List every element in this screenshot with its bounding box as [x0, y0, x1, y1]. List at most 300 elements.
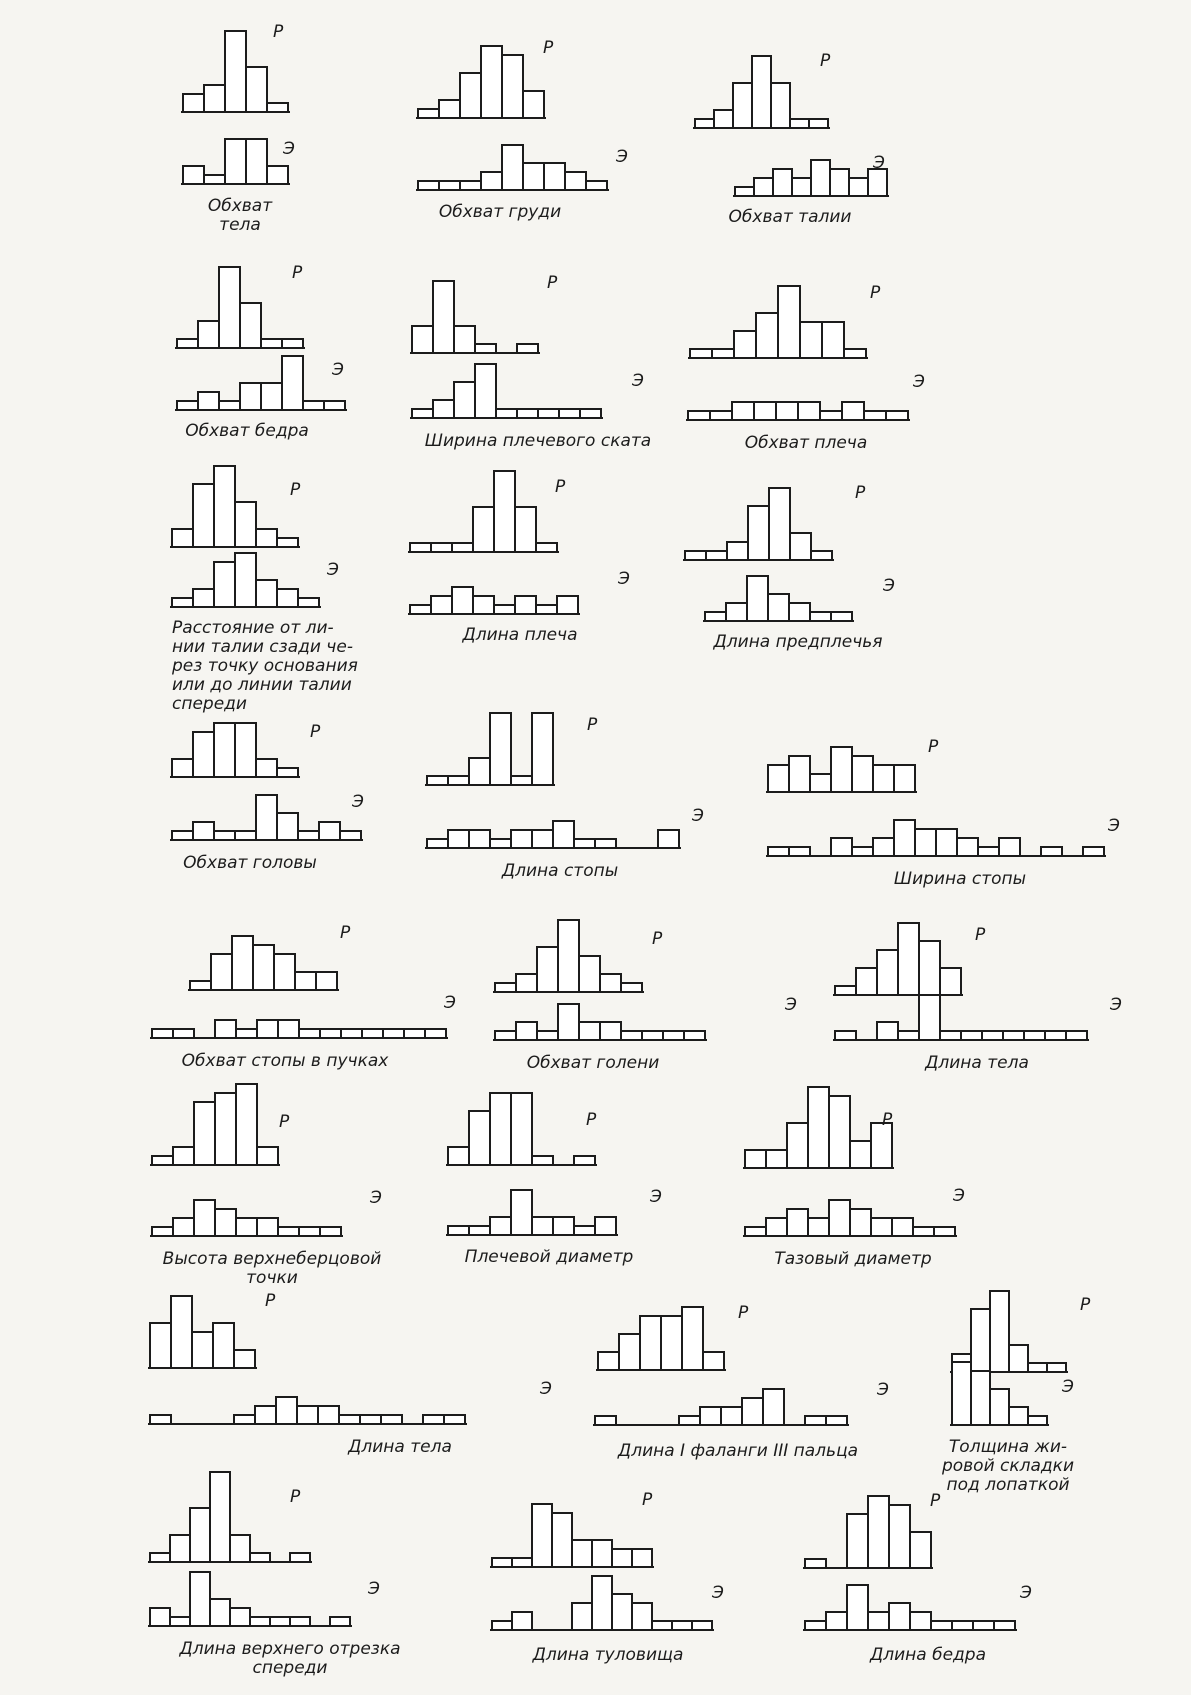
series-p-bar [532, 713, 553, 785]
series-e-label: Э [650, 1187, 662, 1207]
series-p-bar [790, 119, 809, 128]
series-p-bar [873, 765, 894, 792]
series-p-bar [215, 1093, 236, 1165]
series-p-bar [282, 339, 303, 348]
series-e-bar [919, 995, 940, 1040]
series-e-bar [763, 1389, 784, 1425]
series-e-bar [173, 1218, 194, 1236]
series-e-bar [303, 401, 324, 410]
histogram-panel [743, 1087, 965, 1269]
series-p-bar [230, 1535, 250, 1562]
series-e-label: Э [327, 560, 339, 580]
series-e-bar [194, 1200, 215, 1236]
series-p-bar [579, 956, 600, 992]
series-p-bar [748, 506, 769, 560]
series-e-bar [204, 175, 225, 184]
series-e-bar [512, 1612, 532, 1630]
series-e-bar [811, 160, 830, 196]
series-p-bar [600, 974, 621, 992]
series-e-bar [290, 1617, 310, 1626]
histogram-caption: точки [246, 1268, 298, 1288]
series-p-bar [502, 55, 523, 118]
series-p-bar [235, 502, 256, 547]
series-e-bar [913, 1227, 934, 1236]
series-e-bar [219, 401, 240, 410]
series-e-bar [776, 402, 798, 420]
series-e-bar [152, 1029, 173, 1038]
histogram-caption: или до линии талии [172, 675, 352, 695]
histogram-panel [148, 1472, 401, 1678]
series-p-bar [490, 713, 511, 785]
series-p-bar [495, 983, 516, 992]
series-e-bar [612, 1594, 632, 1630]
series-p-bar [778, 286, 800, 358]
series-p-bar [847, 1514, 868, 1568]
series-p-bar [940, 968, 961, 995]
series-p-bar [193, 732, 214, 777]
series-p-label: P [292, 263, 303, 283]
series-e-bar [766, 1218, 787, 1236]
series-e-bar [383, 1029, 404, 1038]
series-e-bar [448, 830, 469, 848]
series-p-bar [682, 1307, 703, 1370]
series-p-bar [439, 100, 460, 118]
series-e-bar [745, 1227, 766, 1236]
series-e-bar [1024, 1031, 1045, 1040]
series-e-bar [826, 1416, 847, 1425]
series-e-bar [502, 145, 523, 190]
histogram-panel [446, 1093, 662, 1267]
series-e-bar [595, 1416, 616, 1425]
series-p-bar [193, 484, 214, 547]
histogram-caption: Ширина плечевого ската [424, 431, 652, 451]
series-e-bar [532, 1217, 553, 1235]
series-e-bar [826, 1612, 847, 1630]
series-e-bar [425, 1029, 446, 1038]
series-e-label: Э [332, 360, 344, 380]
series-p-bar [410, 543, 431, 552]
series-p-bar [448, 776, 469, 785]
series-e-bar [1066, 1031, 1087, 1040]
series-e-bar [515, 596, 536, 614]
series-p-bar [1028, 1363, 1047, 1372]
series-e-bar [910, 1612, 931, 1630]
series-p-bar [809, 119, 828, 128]
series-e-label: Э [618, 569, 630, 589]
series-e-bar [320, 1227, 341, 1236]
series-p-bar [523, 91, 544, 118]
series-p-bar [274, 954, 295, 990]
series-e-bar [831, 612, 852, 621]
series-p-bar [769, 488, 790, 560]
series-p-bar [256, 529, 277, 547]
series-e-bar [319, 822, 340, 840]
series-p-bar [194, 1102, 215, 1165]
series-p-bar [454, 326, 475, 353]
series-e-bar [999, 838, 1020, 856]
series-p-bar [267, 103, 288, 112]
series-e-bar [278, 1227, 299, 1236]
series-e-bar [282, 356, 303, 410]
series-e-bar [721, 1407, 742, 1425]
series-e-bar [600, 1022, 621, 1040]
series-p-bar [234, 1350, 255, 1368]
series-e-bar [418, 181, 439, 190]
series-p-label: P [265, 1291, 276, 1311]
series-e-label: Э [712, 1583, 724, 1603]
series-e-bar [150, 1415, 171, 1424]
series-p-bar [685, 551, 706, 560]
series-e-bar [961, 1031, 982, 1040]
series-p-bar [219, 267, 240, 348]
series-e-bar [475, 364, 496, 418]
series-e-bar [798, 402, 820, 420]
series-e-bar [492, 1621, 512, 1630]
histogram-caption: Длина предплечья [713, 632, 883, 652]
series-e-bar [490, 1217, 511, 1235]
series-e-label: Э [873, 153, 885, 173]
series-e-bar [537, 1031, 558, 1040]
series-p-bar [572, 1540, 592, 1567]
series-e-label: Э [1110, 995, 1122, 1015]
series-e-bar [754, 402, 776, 420]
series-p-label: P [340, 923, 351, 943]
series-e-bar [277, 589, 298, 607]
series-e-bar [710, 411, 732, 420]
series-p-bar [277, 538, 298, 547]
series-p-bar [831, 747, 852, 792]
series-e-bar [433, 400, 454, 418]
series-p-bar [532, 1156, 553, 1165]
series-e-bar [427, 839, 448, 848]
series-p-bar [898, 923, 919, 995]
histogram-panel [833, 923, 1122, 1073]
series-e-bar [831, 838, 852, 856]
series-e-bar [494, 605, 515, 614]
series-e-bar [495, 1031, 516, 1040]
series-e-bar [172, 598, 193, 607]
series-p-label: P [555, 477, 566, 497]
series-e-bar [952, 1362, 971, 1425]
series-e-bar [835, 1031, 856, 1040]
series-p-bar [481, 46, 502, 118]
series-e-bar [849, 178, 868, 196]
series-p-bar [492, 1558, 512, 1567]
series-p-bar [211, 954, 232, 990]
series-e-bar [1083, 847, 1104, 856]
series-p-bar [225, 31, 246, 112]
series-e-bar [787, 1209, 808, 1236]
series-p-bar [511, 776, 532, 785]
histogram-panel [175, 263, 347, 441]
series-p-bar [971, 1309, 990, 1372]
histogram-caption: Ширина стопы [893, 869, 1027, 889]
series-e-bar [277, 813, 298, 840]
series-e-bar [847, 1585, 868, 1630]
series-p-bar [598, 1352, 619, 1370]
series-e-bar [150, 1608, 170, 1626]
series-p-bar [910, 1532, 931, 1568]
series-e-bar [892, 1218, 913, 1236]
series-e-bar [978, 847, 999, 856]
series-e-label: Э [370, 1188, 382, 1208]
series-e-bar [298, 598, 319, 607]
histogram-caption: Обхват [207, 196, 273, 216]
series-e-bar [688, 411, 710, 420]
histogram-panel [150, 923, 456, 1071]
series-e-label: Э [283, 139, 295, 159]
series-e-label: Э [1108, 816, 1120, 836]
series-e-bar [971, 1371, 990, 1425]
series-e-bar [257, 1218, 278, 1236]
histogram-panel [683, 483, 895, 652]
series-e-bar [1028, 1416, 1047, 1425]
series-p-bar [661, 1316, 682, 1370]
series-e-bar [330, 1617, 350, 1626]
series-e-bar [592, 1576, 612, 1630]
series-p-bar [475, 344, 496, 353]
histogram-caption: Обхват груди [438, 202, 562, 222]
series-e-bar [173, 1029, 194, 1038]
series-e-bar [805, 1621, 826, 1630]
series-e-bar [410, 605, 431, 614]
series-e-bar [558, 1004, 579, 1040]
series-e-bar [299, 1227, 320, 1236]
series-p-bar [592, 1540, 612, 1567]
series-p-bar [433, 281, 454, 353]
series-e-bar [586, 181, 607, 190]
histogram-caption: спереди [172, 694, 247, 714]
series-p-label: P [870, 283, 881, 303]
series-e-bar [152, 1227, 173, 1236]
series-p-bar [536, 543, 557, 552]
histogram-caption: Длина тела [348, 1437, 452, 1457]
series-p-bar [172, 759, 193, 777]
histogram-panel [148, 1291, 552, 1457]
series-e-bar [957, 838, 978, 856]
series-p-bar [787, 1123, 808, 1168]
series-e-bar [829, 1200, 850, 1236]
series-p-bar [612, 1549, 632, 1567]
series-e-bar [234, 1415, 255, 1424]
series-p-bar [805, 1559, 826, 1568]
histogram-panel [803, 1491, 1032, 1665]
series-p-bar [706, 551, 727, 560]
series-p-bar [235, 723, 256, 777]
histogram-caption: тела [219, 215, 261, 235]
series-p-bar [621, 983, 642, 992]
series-p-bar [494, 471, 515, 552]
series-p-bar [877, 950, 898, 995]
series-e-bar [663, 1031, 684, 1040]
histogram-caption: спереди [252, 1658, 328, 1678]
histogram-caption: рез точку основания [172, 656, 358, 676]
series-e-bar [820, 411, 842, 420]
series-p-bar [172, 529, 193, 547]
series-p-bar [766, 1150, 787, 1168]
series-e-bar [982, 1031, 1003, 1040]
series-e-bar [215, 1020, 236, 1038]
series-e-bar [732, 402, 754, 420]
series-e-bar [516, 1022, 537, 1040]
histogram-panel [150, 1084, 382, 1288]
series-e-bar [850, 1209, 871, 1236]
series-e-bar [768, 847, 789, 856]
series-p-bar [469, 1111, 490, 1165]
series-e-bar [256, 795, 277, 840]
series-e-label: Э [692, 806, 704, 826]
series-p-bar [1047, 1363, 1066, 1372]
series-e-bar [511, 1190, 532, 1235]
series-p-bar [695, 119, 714, 128]
series-e-bar [267, 166, 288, 184]
histogram-panel [493, 920, 797, 1073]
histogram-panel [425, 713, 704, 881]
series-p-bar [727, 542, 748, 560]
series-e-bar [236, 1218, 257, 1236]
series-p-bar [511, 1093, 532, 1165]
histogram-panel [181, 22, 295, 235]
series-p-bar [452, 543, 473, 552]
series-e-bar [621, 1031, 642, 1040]
series-p-bar [829, 1096, 850, 1168]
series-e-bar [1003, 1031, 1024, 1040]
series-p-bar [619, 1334, 640, 1370]
series-e-bar [792, 178, 811, 196]
series-p-bar [852, 756, 873, 792]
series-p-bar [632, 1549, 652, 1567]
series-e-label: Э [444, 993, 456, 1013]
series-p-label: P [882, 1110, 893, 1130]
series-p-bar [552, 1513, 572, 1567]
histogram-caption: Длина I фаланги III пальца [617, 1441, 859, 1461]
series-p-bar [1009, 1345, 1028, 1372]
series-e-label: Э [877, 1380, 889, 1400]
series-e-label: Э [1062, 1377, 1074, 1397]
series-e-label: Э [913, 372, 925, 392]
series-e-bar [871, 1218, 892, 1236]
series-p-bar [790, 533, 811, 560]
series-e-bar [340, 831, 361, 840]
series-e-bar [632, 1603, 652, 1630]
histogram-caption: Длина стопы [501, 861, 619, 881]
series-e-bar [496, 409, 517, 418]
series-e-bar [1009, 1407, 1028, 1425]
series-p-bar [316, 972, 337, 990]
series-e-bar [889, 1603, 910, 1630]
series-e-bar [324, 401, 345, 410]
series-e-bar [873, 838, 894, 856]
series-e-bar [225, 139, 246, 184]
series-p-bar [734, 331, 756, 358]
series-e-bar [469, 1226, 490, 1235]
series-p-bar [460, 73, 481, 118]
series-p-bar [257, 1147, 278, 1165]
series-e-bar [692, 1621, 712, 1630]
series-p-label: P [279, 1112, 290, 1132]
series-e-bar [341, 1029, 362, 1038]
histogram-caption: под лопаткой [946, 1475, 1070, 1495]
series-e-bar [559, 409, 580, 418]
series-e-bar [940, 1031, 961, 1040]
series-p-label: P [820, 51, 831, 71]
series-p-bar [811, 551, 832, 560]
series-p-bar [800, 322, 822, 358]
series-p-bar [253, 945, 274, 990]
series-e-bar [580, 409, 601, 418]
series-p-bar [752, 56, 771, 128]
series-p-bar [290, 1553, 310, 1562]
histogram-panel [490, 1490, 724, 1665]
series-e-bar [412, 409, 433, 418]
series-p-bar [889, 1505, 910, 1568]
series-e-bar [789, 603, 810, 621]
series-p-bar [246, 67, 267, 112]
series-e-label: Э [632, 371, 644, 391]
series-e-bar [255, 1406, 276, 1424]
series-e-bar [444, 1415, 465, 1424]
series-p-bar [844, 349, 866, 358]
series-p-bar [512, 1558, 532, 1567]
series-e-bar [214, 831, 235, 840]
series-p-label: P [587, 715, 598, 735]
series-e-bar [915, 829, 936, 856]
series-e-bar [773, 169, 792, 196]
series-p-bar [418, 109, 439, 118]
series-e-bar [553, 1217, 574, 1235]
series-e-bar [931, 1621, 952, 1630]
series-p-bar [517, 344, 538, 353]
series-p-label: P [975, 925, 986, 945]
series-p-bar [712, 349, 734, 358]
series-e-bar [215, 1209, 236, 1236]
series-e-label: Э [785, 995, 797, 1015]
series-e-bar [362, 1029, 383, 1038]
series-e-bar [246, 139, 267, 184]
series-e-bar [808, 1218, 829, 1236]
series-e-bar [517, 409, 538, 418]
series-p-bar [868, 1496, 889, 1568]
histogram-caption: Расстояние от ли- [172, 618, 334, 638]
series-p-bar [808, 1087, 829, 1168]
series-e-bar [454, 382, 475, 418]
histogram-panel [941, 1291, 1091, 1495]
series-p-label: P [586, 1110, 597, 1130]
series-e-bar [679, 1416, 700, 1425]
series-p-bar [558, 920, 579, 992]
series-p-bar [295, 972, 316, 990]
series-e-bar [235, 553, 256, 607]
series-p-bar [690, 349, 712, 358]
histogram-caption: Длина бедра [869, 1645, 987, 1665]
series-e-bar [172, 831, 193, 840]
series-e-bar [339, 1415, 360, 1424]
series-p-bar [152, 1156, 173, 1165]
series-p-bar [213, 1323, 234, 1368]
series-e-bar [842, 402, 864, 420]
series-p-label: P [543, 38, 554, 58]
series-p-label: P [928, 737, 939, 757]
series-e-bar [297, 1406, 318, 1424]
series-e-bar [210, 1599, 230, 1626]
series-p-bar [427, 776, 448, 785]
series-e-bar [177, 401, 198, 410]
series-e-bar [652, 1621, 672, 1630]
series-e-bar [768, 594, 789, 621]
series-e-bar [439, 181, 460, 190]
series-e-bar [235, 831, 256, 840]
series-e-bar [572, 1603, 592, 1630]
